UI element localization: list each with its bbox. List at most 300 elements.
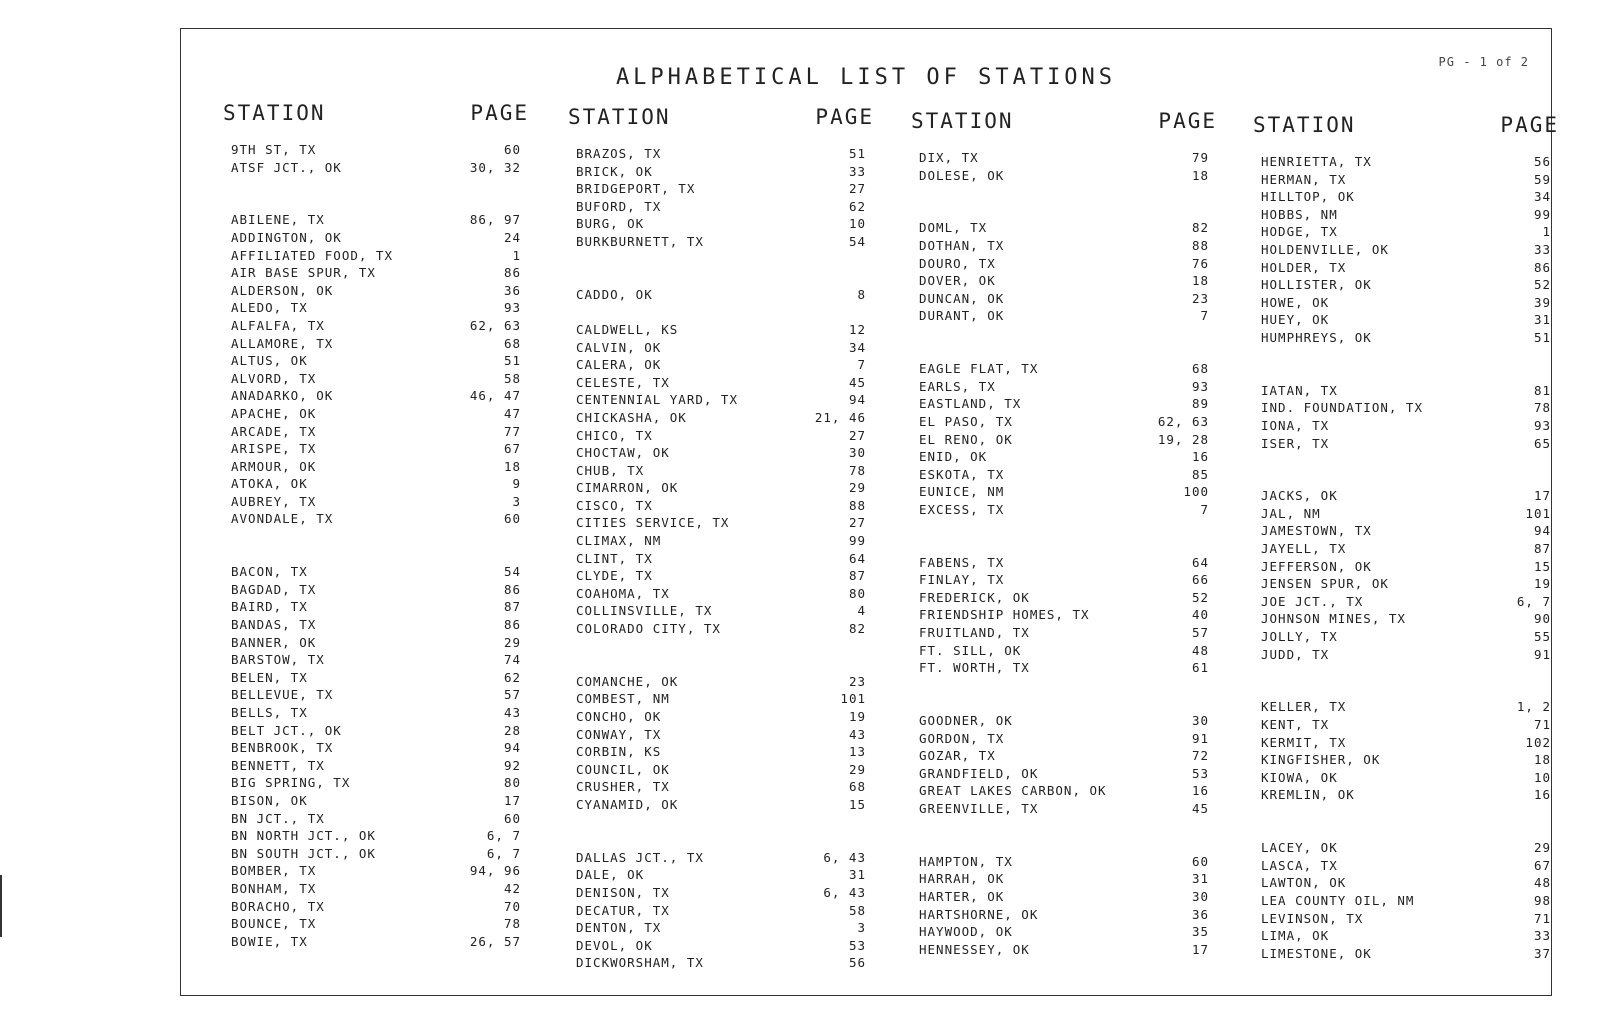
station-entry — [231, 317, 521, 335]
station-entry — [576, 673, 866, 691]
station-entry — [919, 219, 1209, 237]
station-name: 9TH ST, TX — [231, 142, 317, 157]
station-entry — [576, 902, 866, 920]
station-entry — [919, 554, 1209, 572]
station-entry — [919, 290, 1209, 308]
station-entry — [919, 571, 1209, 589]
station-name: BORACHO, TX — [231, 898, 325, 914]
station-page: 27 — [848, 427, 866, 443]
station-name: LIMA, OK — [1261, 928, 1330, 944]
list-spacer — [919, 184, 1209, 202]
station-page: 62 — [848, 198, 866, 214]
station-entry — [919, 483, 1209, 501]
station-entry — [1261, 698, 1551, 716]
list-spacer — [919, 677, 1209, 695]
station-entry — [919, 659, 1209, 677]
station-page: 55 — [1533, 629, 1551, 645]
station-page: 60 — [503, 142, 521, 157]
station-name: BENBROOK, TX — [231, 740, 334, 756]
station-name: ATOKA, OK — [231, 476, 308, 492]
station-page: 82 — [1191, 220, 1209, 236]
station-page: 53 — [1191, 765, 1209, 781]
station-name: DICKWORSHAM, TX — [576, 955, 704, 971]
station-page: 29 — [1533, 840, 1551, 856]
station-name: JACKS, OK — [1261, 488, 1338, 504]
station-page: 16 — [1191, 783, 1209, 799]
station-name: GREAT LAKES CARBON, OK — [919, 783, 1107, 799]
list-spacer — [1261, 347, 1551, 365]
station-name: DEVOL, OK — [576, 937, 653, 953]
station-page: 94 — [503, 740, 521, 756]
station-page: 34 — [1533, 189, 1551, 205]
station-page: 102 — [1525, 734, 1551, 750]
station-entry — [576, 585, 866, 603]
station-page: 29 — [848, 761, 866, 777]
station-entry — [576, 514, 866, 532]
station-entry — [919, 307, 1209, 325]
station-name: KIOWA, OK — [1261, 769, 1338, 785]
station-entry — [1261, 945, 1551, 963]
station-name: AFFILIATED FOOD, TX — [231, 247, 393, 263]
station-page: 43 — [503, 705, 521, 720]
station-page: 7 — [1200, 501, 1209, 517]
station-page: 23 — [1191, 290, 1209, 306]
station-name: HOWE, OK — [1261, 294, 1330, 310]
station-name: DOLESE, OK — [919, 167, 1005, 183]
station-name: BAIRD, TX — [231, 599, 308, 615]
station-entry — [231, 159, 521, 177]
station-name: BOMBER, TX — [231, 863, 317, 879]
station-entries — [576, 145, 866, 972]
station-page: 16 — [1191, 449, 1209, 465]
station-name: BAGDAD, TX — [231, 581, 317, 597]
station-entry — [231, 933, 521, 951]
station-name: DOVER, OK — [919, 273, 996, 289]
station-entry — [231, 581, 521, 599]
station-name: BENNETT, TX — [231, 757, 325, 773]
station-entry — [1261, 276, 1551, 294]
station-page: 87 — [848, 568, 866, 584]
station-page: 17 — [1191, 941, 1209, 957]
station-name: ALVORD, TX — [231, 370, 317, 386]
list-spacer — [919, 325, 1209, 343]
list-spacer — [919, 343, 1209, 361]
station-page: 34 — [848, 339, 866, 355]
station-entry — [231, 282, 521, 300]
station-page: 8 — [857, 286, 866, 302]
station-column-2 — [568, 105, 874, 972]
station-page: 6, 43 — [823, 849, 866, 865]
station-name: BISON, OK — [231, 792, 308, 808]
list-spacer — [1261, 470, 1551, 488]
station-entry — [576, 215, 866, 233]
station-name: FABENS, TX — [919, 554, 1005, 570]
station-name: GREENVILLE, TX — [919, 800, 1039, 816]
page-header: PAGE — [470, 101, 529, 125]
station-page: 88 — [848, 497, 866, 513]
station-entry — [231, 634, 521, 652]
station-entry — [919, 413, 1209, 431]
station-entry — [1261, 839, 1551, 857]
station-entry — [919, 272, 1209, 290]
station-page: 71 — [1533, 910, 1551, 926]
station-page: 3 — [857, 920, 866, 936]
station-page: 9 — [512, 476, 521, 492]
station-page: 94 — [1533, 523, 1551, 539]
station-page: 66 — [1191, 572, 1209, 588]
station-entry — [231, 493, 521, 511]
station-page: 58 — [503, 370, 521, 386]
station-name: LASCA, TX — [1261, 857, 1338, 873]
station-name: HUMPHREYS, OK — [1261, 329, 1372, 345]
station-page: 65 — [1533, 435, 1551, 451]
list-spacer — [231, 176, 521, 194]
station-name: COUNCIL, OK — [576, 761, 670, 777]
station-name: JAYELL, TX — [1261, 541, 1347, 557]
station-entries — [1261, 153, 1551, 962]
station-name: AVONDALE, TX — [231, 511, 334, 527]
station-name: CHICKASHA, OK — [576, 409, 687, 425]
station-page: 93 — [503, 300, 521, 316]
station-entry — [576, 849, 866, 867]
station-entry — [576, 462, 866, 480]
station-entry — [576, 339, 866, 357]
page-header: PAGE — [1158, 109, 1217, 133]
station-name: CONCHO, OK — [576, 709, 662, 724]
station-page: 78 — [848, 462, 866, 478]
station-entry — [1261, 610, 1551, 628]
station-name: EARLS, TX — [919, 378, 996, 394]
station-page: 99 — [1533, 206, 1551, 222]
station-name: ISER, TX — [1261, 435, 1330, 451]
station-page: 62 — [503, 669, 521, 685]
station-name: BUFORD, TX — [576, 198, 662, 214]
station-entry — [919, 606, 1209, 624]
station-entry — [1261, 646, 1551, 664]
station-page: 89 — [1191, 396, 1209, 412]
station-page: 29 — [848, 480, 866, 496]
station-name: JOLLY, TX — [1261, 629, 1338, 645]
station-page: 64 — [848, 550, 866, 566]
station-name: DENISON, TX — [576, 884, 670, 900]
station-header: STATION — [911, 109, 1014, 133]
station-name: HOLDENVILLE, OK — [1261, 241, 1389, 257]
station-page: 76 — [1191, 255, 1209, 271]
station-name: CRUSHER, TX — [576, 779, 670, 795]
station-entry — [576, 884, 866, 902]
station-page: 74 — [503, 652, 521, 668]
station-page: 91 — [1191, 730, 1209, 746]
station-page: 61 — [1191, 660, 1209, 676]
station-page: 21, 46 — [814, 409, 866, 425]
station-entry — [1261, 259, 1551, 277]
station-name: BONHAM, TX — [231, 880, 317, 896]
station-name: JUDD, TX — [1261, 646, 1330, 662]
station-page: 29 — [503, 634, 521, 650]
station-entry — [231, 247, 521, 265]
station-name: HARTSHORNE, OK — [919, 906, 1039, 922]
station-name: AIR BASE SPUR, TX — [231, 265, 376, 281]
station-name: JAMESTOWN, TX — [1261, 523, 1372, 539]
station-page: 88 — [1191, 237, 1209, 253]
station-page: 19, 28 — [1157, 431, 1209, 447]
list-spacer — [1261, 663, 1551, 681]
station-name: LIMESTONE, OK — [1261, 945, 1372, 961]
station-entry — [231, 141, 521, 159]
station-entry — [576, 954, 866, 972]
station-name: LACEY, OK — [1261, 840, 1338, 856]
station-entry — [1261, 329, 1551, 347]
station-page: 10 — [1533, 769, 1551, 785]
station-page: 39 — [1533, 294, 1551, 310]
station-header: STATION — [568, 105, 671, 129]
station-name: CHUB, TX — [576, 462, 645, 478]
station-entry — [231, 229, 521, 247]
station-page: 80 — [848, 585, 866, 601]
station-entry — [1261, 171, 1551, 189]
station-entry — [231, 458, 521, 476]
station-page: 1, 2 — [1516, 699, 1551, 715]
station-entry — [576, 690, 866, 708]
station-entry — [231, 510, 521, 528]
station-page: 62, 63 — [469, 317, 521, 333]
station-entry — [576, 145, 866, 163]
station-page: 27 — [848, 515, 866, 531]
station-page: 53 — [848, 937, 866, 953]
station-page: 58 — [848, 902, 866, 918]
station-page: 78 — [1533, 400, 1551, 416]
station-name: CORBIN, KS — [576, 744, 662, 760]
station-name: ARCADE, TX — [231, 423, 317, 439]
station-entry — [231, 792, 521, 810]
station-name: LEA COUNTY OIL, NM — [1261, 892, 1415, 908]
station-entry — [231, 370, 521, 388]
station-entry — [1261, 399, 1551, 417]
station-name: DOML, TX — [919, 220, 988, 236]
station-entry — [231, 563, 521, 581]
list-spacer — [919, 694, 1209, 712]
station-name: HERMAN, TX — [1261, 171, 1347, 187]
station-name: FINLAY, TX — [919, 572, 1005, 588]
station-entry — [1261, 382, 1551, 400]
station-name: CONWAY, TX — [576, 726, 662, 742]
station-page: 67 — [503, 441, 521, 457]
page-header: PAGE — [815, 105, 874, 129]
list-spacer — [576, 814, 866, 832]
station-page: 37 — [1533, 945, 1551, 961]
station-name: ALEDO, TX — [231, 300, 308, 316]
list-spacer — [576, 268, 866, 286]
station-page: 6, 43 — [823, 884, 866, 900]
station-page: 33 — [1533, 241, 1551, 257]
station-name: JOE JCT., TX — [1261, 593, 1364, 609]
station-name: HARTER, OK — [919, 888, 1005, 904]
station-name: HARRAH, OK — [919, 871, 1005, 887]
station-name: BN SOUTH JCT., OK — [231, 845, 376, 861]
station-name: EAGLE FLAT, TX — [919, 361, 1039, 377]
station-page: 33 — [848, 163, 866, 179]
station-page: 56 — [848, 955, 866, 971]
station-entry — [231, 405, 521, 423]
station-name: CHOCTAW, OK — [576, 445, 670, 461]
station-name: BACON, TX — [231, 564, 308, 580]
station-entry — [576, 796, 866, 814]
station-header: STATION — [223, 101, 326, 125]
station-page: 98 — [1533, 892, 1551, 908]
station-page: 45 — [848, 374, 866, 390]
station-entry — [576, 743, 866, 761]
station-entry — [1261, 206, 1551, 224]
station-name: JAL, NM — [1261, 505, 1321, 521]
station-entry — [576, 444, 866, 462]
station-page: 35 — [1191, 924, 1209, 940]
station-name: HAYWOOD, OK — [919, 924, 1013, 940]
station-entry — [576, 374, 866, 392]
station-entry — [576, 479, 866, 497]
station-page: 81 — [1533, 382, 1551, 398]
station-entry — [231, 299, 521, 317]
station-page: 36 — [1191, 906, 1209, 922]
station-page: 36 — [503, 282, 521, 298]
station-page: 68 — [503, 335, 521, 351]
station-name: KINGFISHER, OK — [1261, 752, 1381, 768]
station-column-3 — [911, 109, 1217, 958]
station-entry — [1261, 540, 1551, 558]
station-name: EL PASO, TX — [919, 413, 1013, 429]
station-entry — [1261, 575, 1551, 593]
station-entry — [919, 730, 1209, 748]
station-entry — [1261, 910, 1551, 928]
station-page: 3 — [512, 493, 521, 509]
station-entry — [919, 765, 1209, 783]
station-entry — [576, 409, 866, 427]
list-spacer — [576, 638, 866, 656]
station-page: 51 — [848, 146, 866, 161]
station-name: DUNCAN, OK — [919, 290, 1005, 306]
list-spacer — [231, 528, 521, 546]
station-name: COLORADO CITY, TX — [576, 621, 721, 637]
station-page: 67 — [1533, 857, 1551, 873]
station-page: 31 — [848, 867, 866, 883]
station-name: DOTHAN, TX — [919, 237, 1005, 253]
station-page: 18 — [503, 458, 521, 474]
station-page: 99 — [848, 533, 866, 549]
station-page: 68 — [1191, 361, 1209, 377]
station-entry — [1261, 522, 1551, 540]
station-name: HENNESSEY, OK — [919, 941, 1030, 957]
station-name: HOBBS, NM — [1261, 206, 1338, 222]
station-entry — [231, 757, 521, 775]
station-name: COAHOMA, TX — [576, 585, 670, 601]
station-entry — [231, 211, 521, 229]
station-page: 71 — [1533, 717, 1551, 732]
station-entry — [919, 237, 1209, 255]
list-spacer — [1261, 681, 1551, 699]
station-entry — [1261, 593, 1551, 611]
station-page: 56 — [1533, 154, 1551, 169]
station-page: 26, 57 — [469, 933, 521, 949]
station-header: STATION — [1253, 113, 1356, 137]
station-name: KREMLIN, OK — [1261, 787, 1355, 803]
station-entry — [919, 642, 1209, 660]
station-name: ADDINGTON, OK — [231, 229, 342, 245]
station-name: FT. WORTH, TX — [919, 660, 1030, 676]
page-title: ALPHABETICAL LIST OF STATIONS — [615, 65, 1117, 90]
station-page: 16 — [1533, 787, 1551, 803]
station-entry — [576, 180, 866, 198]
station-name: DOURO, TX — [919, 255, 996, 271]
station-name: ALDERSON, OK — [231, 282, 334, 298]
station-entry — [919, 448, 1209, 466]
station-entry — [231, 915, 521, 933]
station-entry — [919, 906, 1209, 924]
station-entry — [919, 800, 1209, 818]
station-entry — [1261, 435, 1551, 453]
station-page: 94, 96 — [469, 863, 521, 879]
station-entry — [1261, 505, 1551, 523]
station-name: BN NORTH JCT., OK — [231, 828, 376, 844]
station-entry — [231, 774, 521, 792]
station-page: 18 — [1191, 273, 1209, 289]
station-entry — [231, 704, 521, 722]
station-entry — [1261, 223, 1551, 241]
station-entry — [919, 378, 1209, 396]
station-page: 40 — [1191, 607, 1209, 623]
station-page: 19 — [848, 709, 866, 724]
station-name: COLLINSVILLE, TX — [576, 603, 713, 619]
station-name: BN JCT., TX — [231, 810, 325, 826]
station-entry — [576, 708, 866, 726]
station-name: DIX, TX — [919, 150, 979, 165]
station-entry — [576, 391, 866, 409]
station-name: FT. SILL, OK — [919, 642, 1022, 658]
list-spacer — [919, 202, 1209, 220]
station-name: BELLS, TX — [231, 705, 308, 720]
station-page: 68 — [848, 779, 866, 795]
station-page: 23 — [848, 673, 866, 689]
station-name: EASTLAND, TX — [919, 396, 1022, 412]
station-name: ATSF JCT., OK — [231, 159, 342, 175]
station-entry — [231, 264, 521, 282]
station-entry — [1261, 294, 1551, 312]
station-page: 60 — [503, 511, 521, 527]
station-page: 33 — [1533, 928, 1551, 944]
station-name: CADDO, OK — [576, 286, 653, 302]
station-page: 31 — [1533, 312, 1551, 328]
station-entry — [919, 712, 1209, 730]
station-page: 86, 97 — [469, 212, 521, 228]
station-name: DECATUR, TX — [576, 902, 670, 918]
station-name: KELLER, TX — [1261, 699, 1347, 715]
list-spacer — [576, 303, 866, 321]
station-entry — [919, 360, 1209, 378]
station-name: HILLTOP, OK — [1261, 189, 1355, 205]
list-spacer — [576, 251, 866, 269]
station-page: 92 — [503, 757, 521, 773]
station-name: ESKOTA, TX — [919, 466, 1005, 482]
station-page: 48 — [1191, 642, 1209, 658]
station-page: 59 — [1533, 171, 1551, 187]
station-page: 30 — [848, 445, 866, 461]
station-name: GOODNER, OK — [919, 713, 1013, 728]
station-name: AUBREY, TX — [231, 493, 317, 509]
station-name: CALVIN, OK — [576, 339, 662, 355]
station-page: 30, 32 — [469, 159, 521, 175]
station-name: IONA, TX — [1261, 417, 1330, 433]
station-entry — [576, 620, 866, 638]
station-page: 86 — [503, 581, 521, 597]
station-page: 12 — [848, 321, 866, 337]
